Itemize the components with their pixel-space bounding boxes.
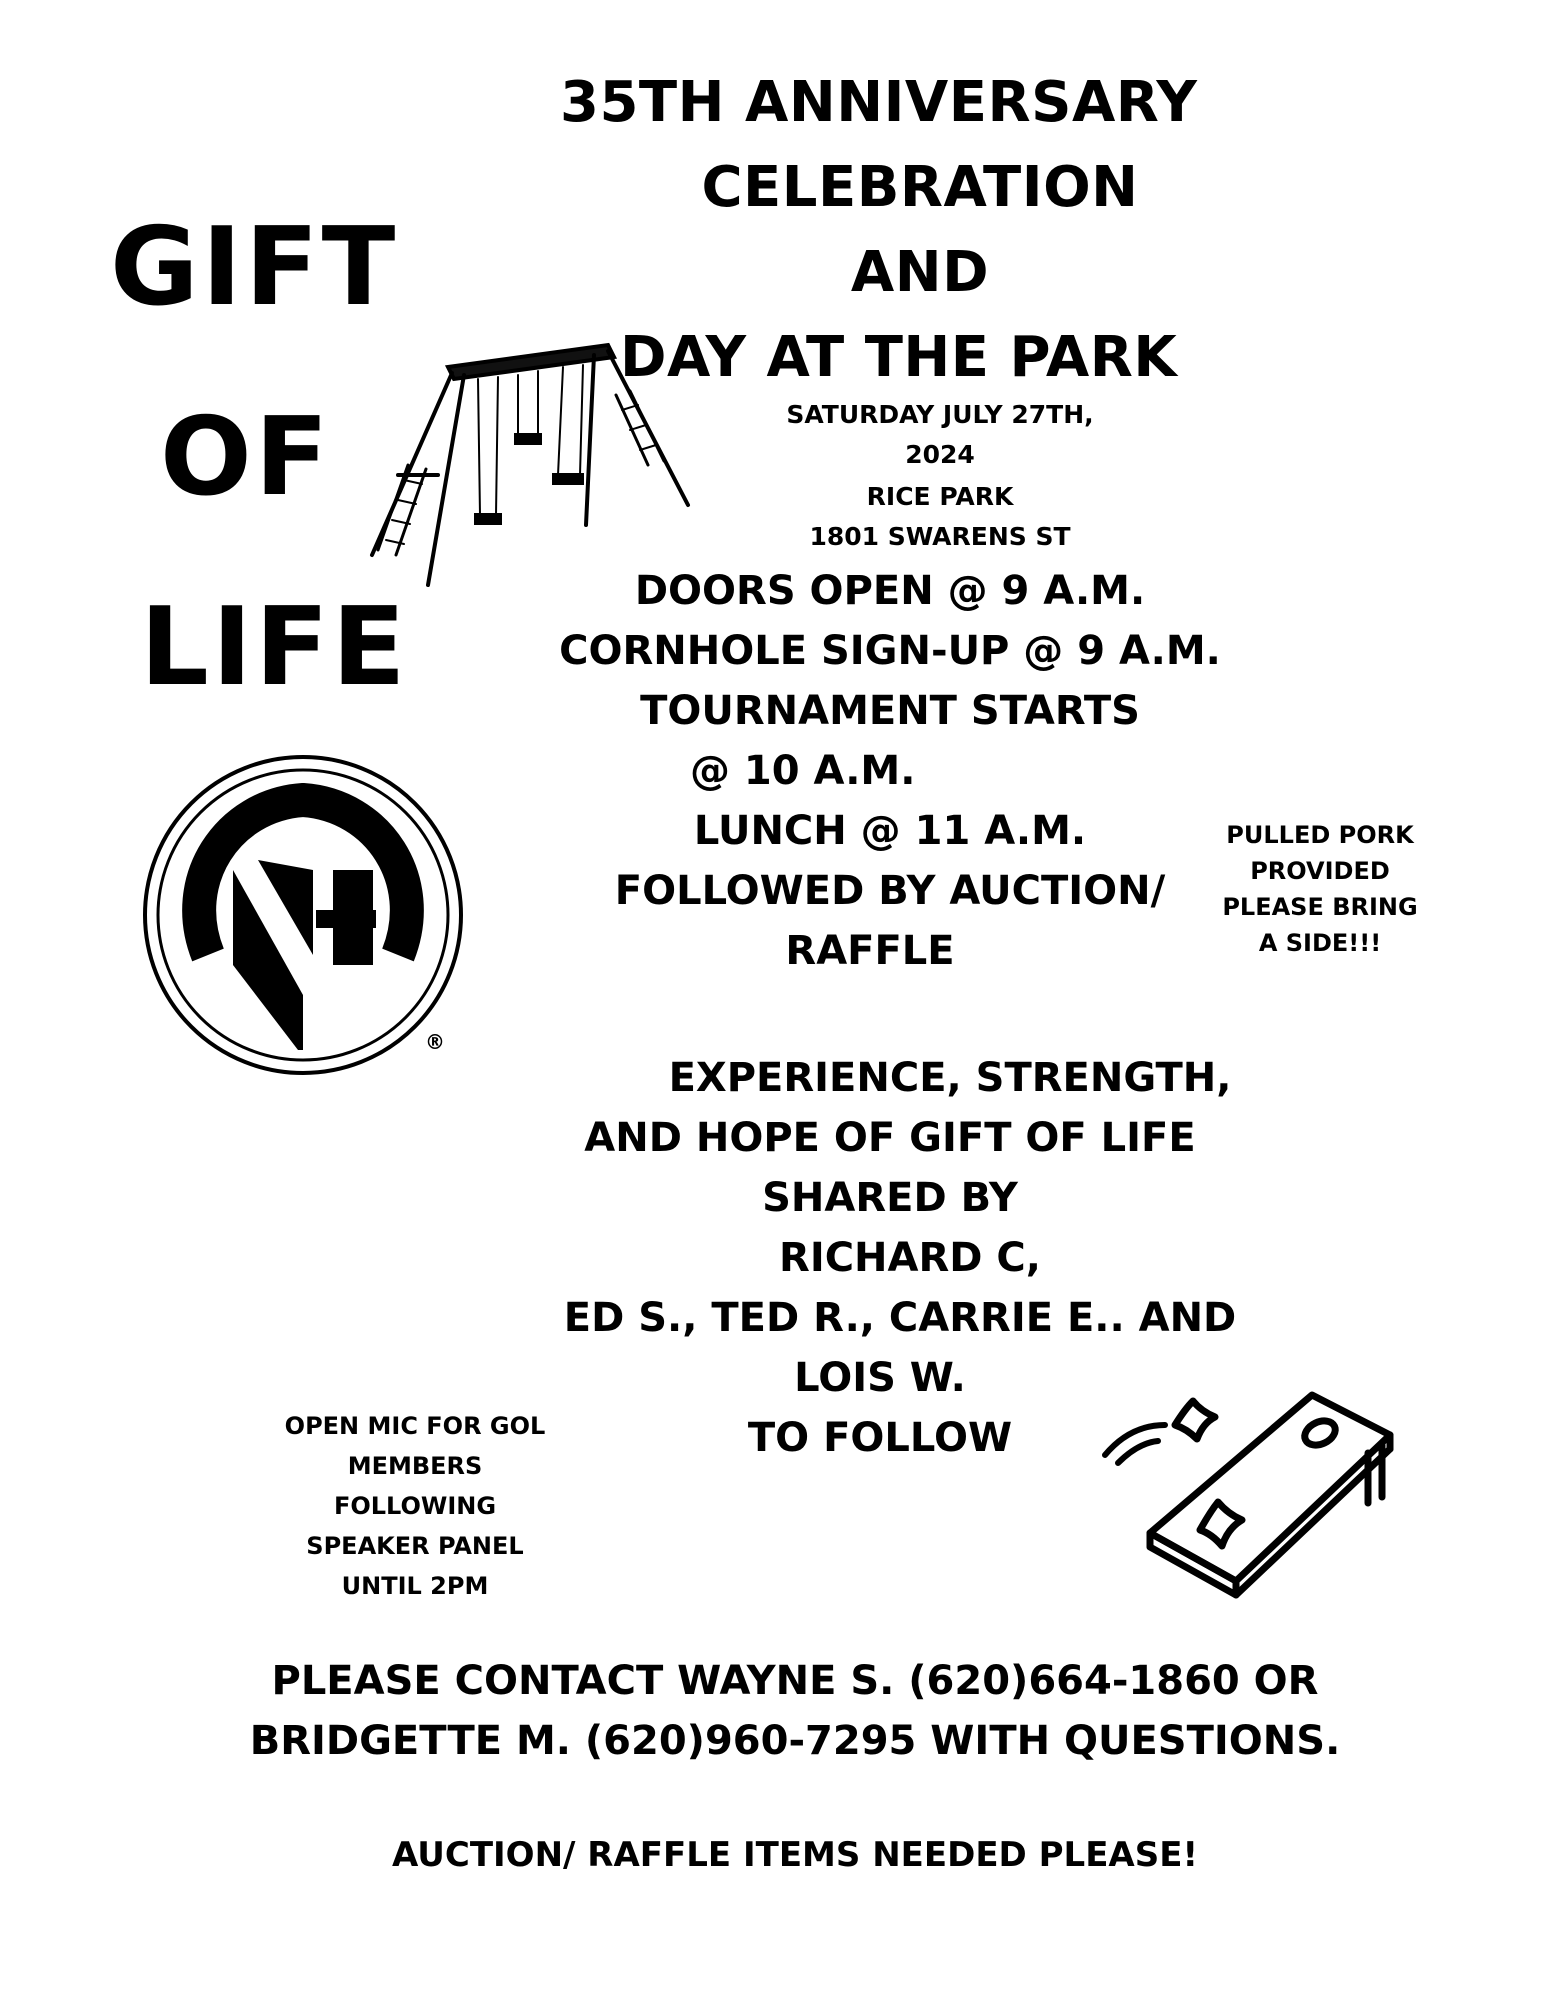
schedule-item: @ 10 A.M. bbox=[690, 748, 916, 794]
contact-line: BRIDGETTE M. (620)960-7295 WITH QUESTIONS. bbox=[249, 1718, 1341, 1764]
contact-line: PLEASE CONTACT WAYNE S. (620)664-1860 OR bbox=[271, 1658, 1319, 1704]
na-logo-icon bbox=[138, 750, 468, 1080]
speakers-line: RICHARD C, bbox=[779, 1235, 1041, 1281]
food-note-line: PLEASE BRING bbox=[1222, 893, 1418, 921]
schedule-item: CORNHOLE SIGN-UP @ 9 A.M. bbox=[559, 628, 1221, 674]
speakers-line: ED S., TED R., CARRIE E.. AND bbox=[563, 1295, 1237, 1341]
food-note-line: PULLED PORK bbox=[1226, 821, 1414, 849]
schedule-item: DOORS OPEN @ 9 A.M. bbox=[634, 568, 1146, 614]
title-line-4: DAY AT THE PARK bbox=[620, 325, 1178, 390]
speakers-line: AND HOPE OF GIFT OF LIFE bbox=[584, 1115, 1196, 1161]
open-mic-line: MEMBERS bbox=[347, 1452, 483, 1480]
food-note bbox=[1195, 817, 1445, 961]
schedule-item: TOURNAMENT STARTS bbox=[640, 688, 1140, 734]
title-line-3: AND bbox=[850, 240, 990, 305]
schedule-item: LUNCH @ 11 A.M. bbox=[693, 808, 1087, 854]
open-mic-line: UNTIL 2PM bbox=[341, 1572, 489, 1600]
schedule-item: RAFFLE bbox=[785, 928, 955, 974]
speakers-line: EXPERIENCE, STRENGTH, bbox=[668, 1055, 1232, 1101]
open-mic-line: FOLLOWING bbox=[333, 1492, 497, 1520]
title-line-2: CELEBRATION bbox=[701, 155, 1139, 220]
event-date-line-2: 2024 bbox=[905, 440, 975, 469]
food-note-line: PROVIDED bbox=[1250, 857, 1390, 885]
group-word-of: OF bbox=[160, 395, 332, 520]
event-address: 1801 SWARENS ST bbox=[809, 522, 1071, 551]
open-mic-line: SPEAKER PANEL bbox=[306, 1532, 524, 1560]
title-line-1: 35TH ANNIVERSARY bbox=[560, 70, 1198, 135]
swing-set-icon bbox=[368, 335, 698, 595]
speakers-line: SHARED BY bbox=[762, 1175, 1018, 1221]
footer-request: AUCTION/ RAFFLE ITEMS NEEDED PLEASE! bbox=[392, 1835, 1198, 1875]
open-mic-line: OPEN MIC FOR GOL bbox=[284, 1412, 546, 1440]
speakers-line: LOIS W. bbox=[794, 1355, 966, 1401]
group-word-gift: GIFT bbox=[110, 205, 399, 330]
food-note-line: A SIDE!!! bbox=[1258, 929, 1382, 957]
cornhole-board-icon bbox=[1100, 1385, 1430, 1605]
open-mic-note bbox=[245, 1406, 585, 1606]
schedule-item: FOLLOWED BY AUCTION/ bbox=[614, 868, 1166, 914]
event-date-line-1: SATURDAY JULY 27TH, bbox=[786, 400, 1094, 429]
registered-mark: ® bbox=[425, 1030, 445, 1054]
event-venue: RICE PARK bbox=[866, 482, 1014, 511]
speakers-line: TO FOLLOW bbox=[747, 1415, 1013, 1461]
group-word-life: LIFE bbox=[140, 585, 409, 710]
